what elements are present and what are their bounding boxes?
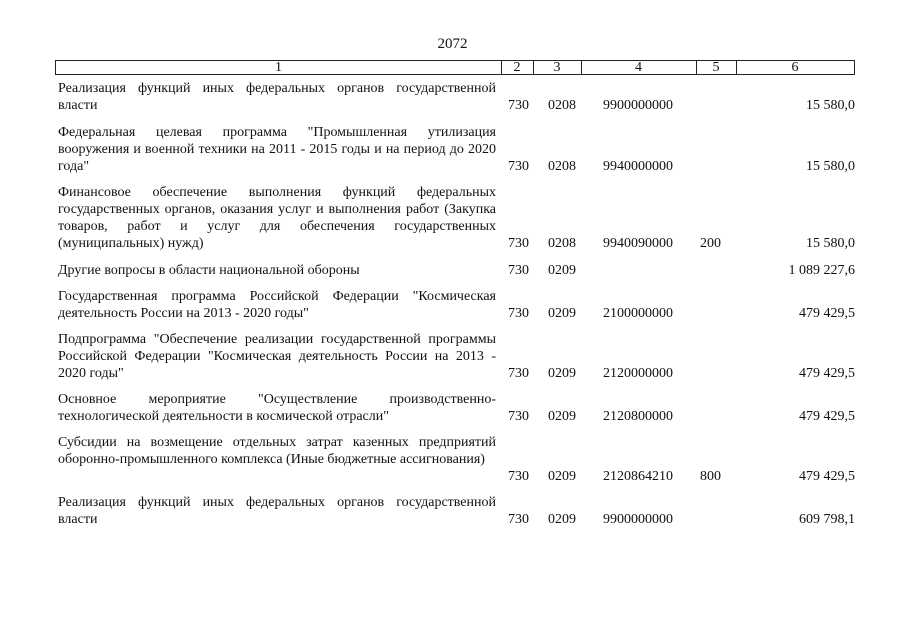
row-target-code: 2120864210	[603, 469, 673, 484]
row-description: Реализация функций иных федеральных органов государственной власти	[58, 81, 496, 113]
column-header-1: 1	[56, 61, 502, 74]
row-section-code: 0208	[548, 159, 576, 174]
row-expense-type: 200	[700, 236, 721, 251]
row-section-code: 0209	[548, 263, 576, 278]
row-chapter-code: 730	[508, 512, 529, 527]
row-section-code: 0209	[548, 469, 576, 484]
row-description: Государственная программа Российской Федерации "Космическая деятельность России на 2013 - 2020 годы"	[58, 289, 496, 321]
row-section-code: 0208	[548, 236, 576, 251]
row-amount: 1 089 227,6	[788, 263, 855, 278]
row-section-code: 0209	[548, 512, 576, 527]
row-amount: 479 429,5	[799, 366, 855, 381]
row-amount: 479 429,5	[799, 306, 855, 321]
row-chapter-code: 730	[508, 409, 529, 424]
row-target-code: 2120800000	[603, 409, 673, 424]
column-header-3: 3	[533, 61, 582, 74]
row-target-code: 2120000000	[603, 366, 673, 381]
column-header-5: 5	[696, 61, 737, 74]
page-number: 2072	[437, 36, 468, 52]
row-amount: 479 429,5	[799, 409, 855, 424]
column-header-6: 6	[791, 60, 799, 75]
row-target-code: 9900000000	[603, 98, 673, 113]
table-header	[55, 60, 855, 75]
row-target-code: 9940090000	[603, 236, 673, 251]
row-chapter-code: 730	[508, 98, 529, 113]
row-target-code: 2100000000	[603, 306, 673, 321]
row-section-code: 0209	[548, 366, 576, 381]
row-description: Подпрограмма "Обеспечение реализации государственной программы Российской Федерации "Космическая деятельность России на 2013 - 2020 годы"	[58, 332, 496, 381]
row-description: Финансовое обеспечение выполнения функций федеральных государственных органов, оказания услуг и выполнения работ (Закупка товаров, работ и услуг для обеспечения государственных (муниципальных) нужд)	[58, 185, 496, 251]
row-description: Другие вопросы в области национальной обороны	[58, 263, 360, 278]
row-chapter-code: 730	[508, 469, 529, 484]
row-chapter-code: 730	[508, 236, 529, 251]
row-chapter-code: 730	[508, 263, 529, 278]
row-amount: 609 798,1	[799, 512, 855, 527]
row-target-code: 9900000000	[603, 512, 673, 527]
row-description: Федеральная целевая программа "Промышленная утилизация вооружения и военной техники на 2011 - 2015 годы и на период до 2020 года"	[58, 125, 496, 174]
row-amount: 479 429,5	[799, 469, 855, 484]
row-description: Субсидии на возмещение отдельных затрат казенных предприятий оборонно-промышленного комплекса (Иные бюджетные ассигнования)	[58, 435, 496, 467]
column-header-2: 2	[501, 61, 534, 74]
row-chapter-code: 730	[508, 159, 529, 174]
row-amount: 15 580,0	[806, 159, 855, 174]
row-amount: 15 580,0	[806, 98, 855, 113]
row-target-code: 9940000000	[603, 159, 673, 174]
row-section-code: 0208	[548, 98, 576, 113]
row-description: Основное мероприятие "Осуществление производственно-технологической деятельности в космической отрасли"	[58, 392, 496, 424]
row-section-code: 0209	[548, 306, 576, 321]
row-section-code: 0209	[548, 409, 576, 424]
row-expense-type: 800	[700, 469, 721, 484]
row-amount: 15 580,0	[806, 236, 855, 251]
column-header-4: 4	[581, 61, 697, 74]
row-chapter-code: 730	[508, 306, 529, 321]
row-chapter-code: 730	[508, 366, 529, 381]
row-description: Реализация функций иных федеральных органов государственной власти	[58, 495, 496, 527]
